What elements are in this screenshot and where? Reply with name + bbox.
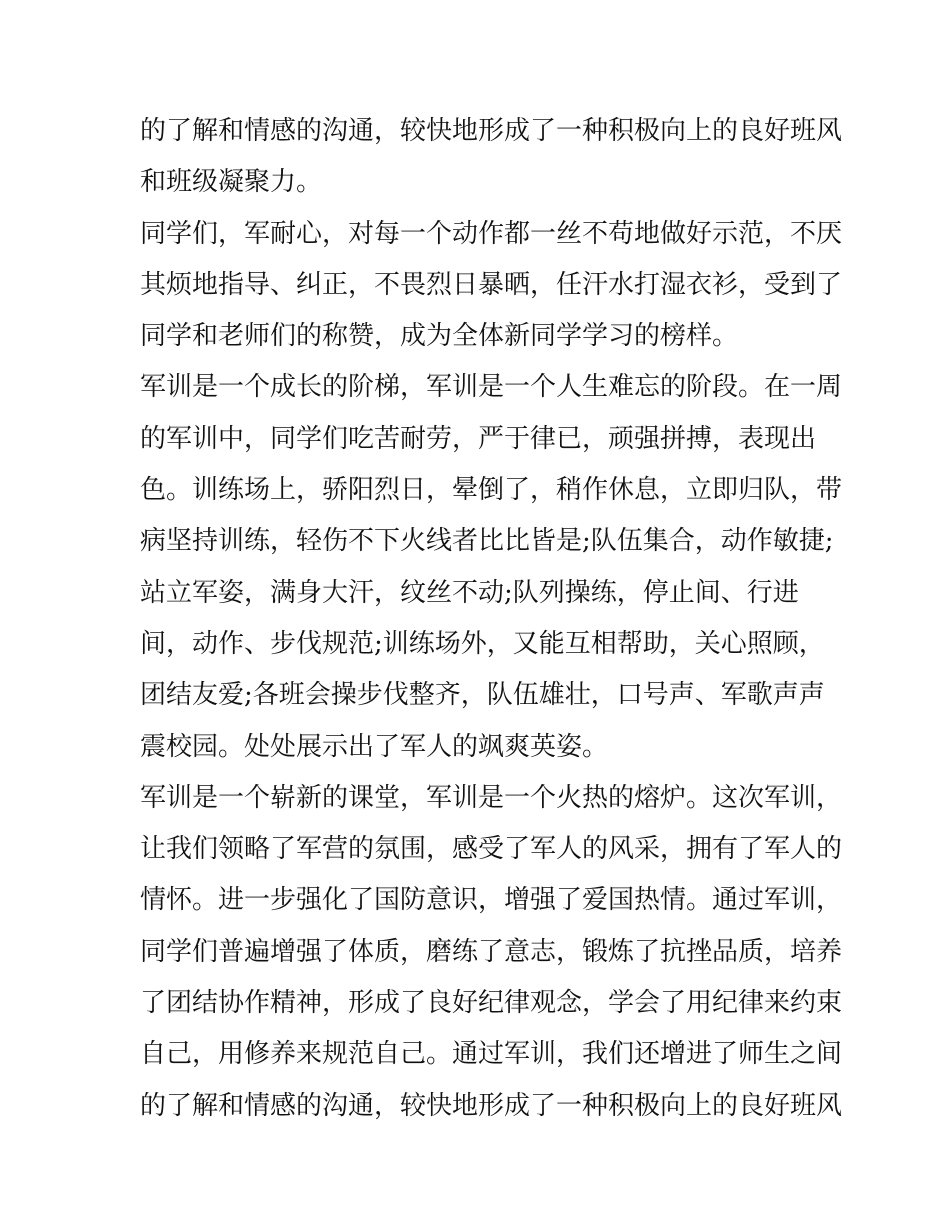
text-line: 团结友爱;各班会操步伐整齐，队伍雄壮，口号声、军歌声声 xyxy=(140,680,825,711)
text-line: 间，动作、步伐规范;训练场外，又能互相帮助，关心照顾， xyxy=(140,628,825,659)
text-line: 同学和老师们的称赞，成为全体新同学学习的榜样。 xyxy=(140,321,739,352)
text-line: 情怀。进一步强化了国防意识，增强了爱国热情。通过军训， xyxy=(140,885,843,916)
text-line: 色。训练场上，骄阳烈日，晕倒了，稍作休息，立即归队，带 xyxy=(140,475,843,506)
text-line: 同学们，军耐心，对每一个动作都一丝不苟地做好示范，不厌 xyxy=(140,218,843,249)
body-text xyxy=(140,106,843,1132)
text-line: 其烦地指导、纠正，不畏烈日暴晒，任汗水打湿衣衫，受到了 xyxy=(140,269,843,300)
text-line: 的军训中，同学们吃苦耐劳，严于律已，顽强拼搏，表现出 xyxy=(140,423,817,454)
text-line: 站立军姿，满身大汗，纹丝不动;队列操练，停止间、行进 xyxy=(140,577,799,608)
text-line: 的了解和情感的沟通，较快地形成了一种积极向上的良好班风 xyxy=(140,1090,843,1121)
text-line: 的了解和情感的沟通，较快地形成了一种积极向上的良好班风 xyxy=(140,116,843,146)
text-line: 了团结协作精神，形成了良好纪律观念，学会了用纪律来约束 xyxy=(140,988,843,1019)
text-line: 自己，用修养来规范自己。通过军训，我们还增进了师生之间 xyxy=(140,1039,843,1070)
text-line: 军训是一个崭新的课堂，军训是一个火热的熔炉。这次军训， xyxy=(140,782,843,813)
text-line: 病坚持训练，轻伤不下火线者比比皆是;队伍集合，动作敏捷; xyxy=(140,526,834,557)
text-line: 震校园。处处展示出了军人的飒爽英姿。 xyxy=(140,731,609,762)
text-line: 让我们领略了军营的氛围，感受了军人的风采，拥有了军人的 xyxy=(140,834,843,865)
text-line: 同学们普遍增强了体质，磨练了意志，锻炼了抗挫品质，培养 xyxy=(140,936,843,967)
text-line: 和班级凝聚力。 xyxy=(140,167,323,198)
text-line: 军训是一个成长的阶梯，军训是一个人生难忘的阶段。在一周 xyxy=(140,372,843,403)
